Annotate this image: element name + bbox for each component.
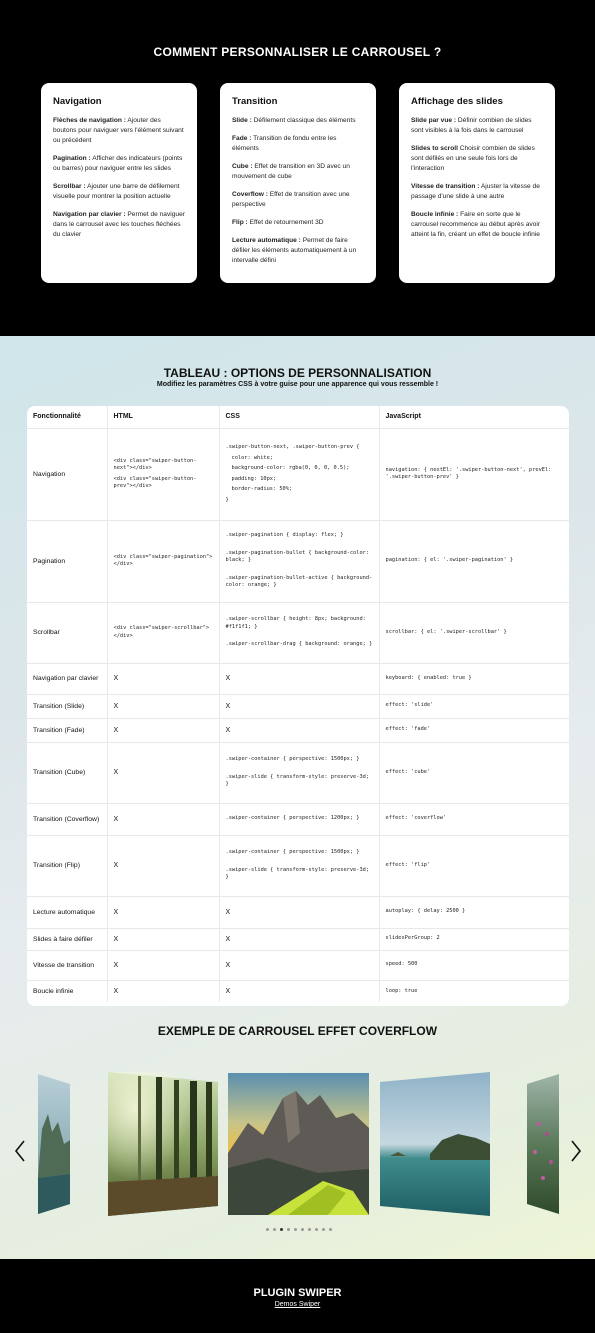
code-line: X	[113, 908, 119, 916]
card-title: Transition	[232, 96, 278, 107]
card-item-text: Définir combien de slides sont visibles à la fois dans le carrousel	[411, 117, 532, 134]
options-table	[27, 406, 569, 1006]
cell-html	[107, 602, 219, 663]
table-row	[27, 663, 569, 694]
cell-css	[219, 663, 379, 694]
table-row	[27, 928, 569, 950]
card-item-term: Lecture automatique :	[232, 237, 301, 244]
code-line: background-color: rgba(0, 0, 0, 0.5);	[231, 465, 350, 471]
card-item-term: Navigation par clavier :	[53, 211, 126, 218]
code-line: }	[225, 496, 229, 503]
table-row	[27, 718, 569, 742]
card-item-term: Vitesse de transition :	[411, 183, 480, 190]
header-html: HTML	[107, 406, 219, 428]
cell-html	[107, 950, 219, 980]
table-row	[27, 896, 569, 928]
cell-html	[107, 928, 219, 950]
code-line: border-radius: 50%;	[231, 486, 293, 492]
cell-css	[219, 742, 379, 803]
cell-css	[219, 428, 379, 520]
cell-css	[219, 950, 379, 980]
table-header-row	[27, 406, 569, 428]
card-item	[411, 210, 543, 240]
section-title: COMMENT PERSONNALISER LE CARROUSEL ?	[153, 45, 442, 59]
footer-title: PLUGIN SWIPER	[253, 1287, 342, 1299]
card-item-term: Slides to scroll	[411, 145, 458, 152]
card-item	[53, 116, 185, 146]
card-item-text: Ajouter des boutons pour naviguer vers l'élément suivant ou précédent	[53, 117, 184, 144]
cell-feature: Vitesse de transition	[27, 950, 107, 980]
cell-javascript: effect: 'flip'	[379, 835, 569, 896]
code-line: .swiper-pagination-bullet-active { background-color: orange; }	[225, 574, 373, 589]
pagination-bullet[interactable]	[315, 1228, 318, 1231]
table-title: TABLEAU : OPTIONS DE PERSONNALISATION	[163, 366, 432, 380]
header-css: CSS	[219, 406, 379, 428]
code-line: .swiper-pagination-bullet { background-color: black; }	[225, 549, 370, 564]
table-row	[27, 835, 569, 896]
cell-html	[107, 980, 219, 1002]
cell-javascript: effect: 'slide'	[379, 694, 569, 718]
card-item-text: Transition de fondu entre les éléments	[232, 135, 337, 152]
cell-css	[219, 694, 379, 718]
code-line: X	[225, 961, 231, 969]
code-line: padding: 10px;	[231, 475, 277, 482]
cell-html	[107, 803, 219, 835]
card-item	[232, 162, 364, 182]
code-line: .swiper-container { perspective: 1500px; }	[225, 849, 360, 856]
card-item-term: Fade :	[232, 135, 252, 142]
cell-html	[107, 742, 219, 803]
card-item-term: Cube :	[232, 163, 253, 170]
cell-html	[107, 835, 219, 896]
table-row	[27, 602, 569, 663]
code-line: X	[113, 726, 119, 734]
card-item-text: Effet de transition avec une perspective	[232, 191, 350, 208]
table-row	[27, 742, 569, 803]
card-item-term: Scrollbar :	[53, 183, 86, 190]
pagination-bullet[interactable]	[329, 1228, 332, 1231]
code-line: color: white;	[231, 454, 273, 461]
header-feature: Fonctionnalité	[27, 406, 107, 428]
cell-css	[219, 520, 379, 602]
card-item-term: Flip :	[232, 219, 248, 226]
card-item	[411, 144, 543, 174]
card-0	[41, 83, 197, 283]
code-line: .swiper-slide { transform-style: preserve-3d; }	[225, 866, 370, 881]
code-line: .swiper-button-next, .swiper-button-prev {	[225, 444, 360, 450]
chevron-right-icon	[570, 1140, 582, 1162]
cell-javascript: navigation: { nextEl: '.swiper-button-next', prevEl: '.swiper-button-prev' }	[379, 428, 569, 520]
card-1	[220, 83, 376, 283]
card-item	[411, 116, 543, 136]
cell-html	[107, 520, 219, 602]
cell-html	[107, 896, 219, 928]
cell-javascript: autoplay: { delay: 2500 }	[379, 896, 569, 928]
code-line: X	[113, 935, 119, 943]
cell-html	[107, 663, 219, 694]
cell-feature: Transition (Slide)	[27, 694, 107, 718]
card-item-term: Flèches de navigation :	[53, 117, 126, 124]
code-line: X	[225, 726, 231, 734]
cell-css	[219, 602, 379, 663]
cell-javascript: speed: 500	[379, 950, 569, 980]
card-item	[232, 236, 364, 266]
cell-css	[219, 980, 379, 1002]
pagination-bullet[interactable]	[280, 1228, 283, 1231]
card-item-text: Ajuster la vitesse de passage d'une slide à une autre	[411, 183, 540, 200]
cell-javascript: pagination: { el: '.swiper-pagination' }	[379, 520, 569, 602]
cell-feature: Transition (Cube)	[27, 742, 107, 803]
card-item-term: Boucle infinie :	[411, 211, 459, 218]
card-item-term: Slide par vue :	[411, 117, 457, 124]
pagination-bullet[interactable]	[294, 1228, 297, 1231]
cell-css	[219, 718, 379, 742]
code-line: .swiper-pagination { display: flex; }	[225, 532, 344, 539]
slide-mountains[interactable]	[228, 1073, 369, 1215]
code-line: X	[113, 961, 119, 969]
cell-html	[107, 428, 219, 520]
cell-javascript: keyboard: { enabled: true }	[379, 663, 569, 694]
cell-feature: Scrollbar	[27, 602, 107, 663]
cell-feature: Navigation par clavier	[27, 663, 107, 694]
card-item-text: Faire en sorte que le carrousel recommence au début après avoir atteint la fin, créant un effet de boucle infinie	[411, 211, 541, 238]
cell-html	[107, 718, 219, 742]
table-row	[27, 950, 569, 980]
card-item-text: Ajouter une barre de défilement visuelle pour montrer la position actuelle	[53, 183, 180, 200]
code-line: <div class="swiper-button-prev"></div>	[113, 475, 197, 489]
cell-css	[219, 803, 379, 835]
cell-feature: Boucle infinie	[27, 980, 107, 1002]
card-item-text: Afficher des indicateurs (points ou barres) pour naviguer entre les slides	[53, 155, 183, 172]
card-item-text: Effet de transition en 3D avec un mouvement de cube	[232, 163, 350, 180]
cell-css	[219, 896, 379, 928]
slide-sea-island[interactable]	[380, 1072, 490, 1216]
card-item	[53, 182, 185, 202]
card-item-term: Slide :	[232, 117, 252, 124]
code-line: .swiper-container { perspective: 1500px; }	[225, 756, 360, 763]
code-line: X	[113, 702, 119, 710]
cell-feature: Transition (Fade)	[27, 718, 107, 742]
slide-wildflowers[interactable]	[527, 1074, 559, 1214]
cell-feature: Navigation	[27, 428, 107, 520]
card-2	[399, 83, 555, 283]
card-item	[411, 182, 543, 202]
code-line: X	[113, 987, 119, 995]
cell-feature: Slides à faire défiler	[27, 928, 107, 950]
chevron-left-icon	[14, 1140, 26, 1162]
code-line: X	[113, 862, 119, 869]
cell-javascript: scrollbar: { el: '.swiper-scrollbar' }	[379, 602, 569, 663]
table-row	[27, 694, 569, 718]
carousel-prev-button[interactable]	[14, 1140, 26, 1168]
card-title: Affichage des slides	[411, 96, 503, 107]
cell-feature: Pagination	[27, 520, 107, 602]
pagination-bullet[interactable]	[266, 1228, 269, 1231]
cell-feature: Lecture automatique	[27, 896, 107, 928]
table-subtitle: Modifiez les paramètres CSS à votre guise pour une apparence qui vous ressemble !	[156, 381, 439, 388]
cell-javascript: effect: 'fade'	[379, 718, 569, 742]
pagination-bullet[interactable]	[322, 1228, 325, 1231]
pagination-bullet[interactable]	[301, 1228, 304, 1231]
code-line: X	[225, 675, 231, 682]
code-line: <div class="swiper-button-next"></div>	[113, 457, 197, 471]
card-item-text: Défilement classique des éléments	[251, 117, 356, 124]
code-line: .swiper-scrollbar { height: 8px; background: #f1f1f1; }	[225, 616, 366, 630]
cell-css	[219, 928, 379, 950]
card-item	[232, 218, 364, 228]
card-item-term: Pagination :	[53, 155, 91, 162]
table-row	[27, 803, 569, 835]
card-item-text: Permet de naviguer dans le carrousel avec les touches fléchées du clavier	[53, 211, 185, 238]
code-line: X	[113, 769, 119, 776]
card-title: Navigation	[53, 96, 102, 107]
code-line: X	[225, 908, 231, 916]
pagination-bullet[interactable]	[273, 1228, 276, 1231]
card-item	[232, 116, 364, 126]
code-line: <div class="swiper-pagination"></div>	[113, 553, 213, 567]
slide-bay-islands[interactable]	[38, 1074, 70, 1214]
card-item	[53, 154, 185, 174]
slide-forest[interactable]	[108, 1072, 218, 1216]
card-item-term: Coverflow :	[232, 191, 268, 198]
cell-javascript: loop: true	[385, 987, 418, 994]
code-line: .swiper-scrollbar-drag { background: orange; }	[225, 641, 373, 648]
code-line: .swiper-slide { transform-style: preserve-3d; }	[225, 773, 370, 788]
carousel-title: EXEMPLE DE CARROUSEL EFFET COVERFLOW	[157, 1024, 438, 1038]
customization-section	[0, 0, 595, 336]
carousel-pagination	[266, 1228, 332, 1231]
code-line: X	[113, 675, 119, 682]
card-item	[53, 210, 185, 240]
card-item	[232, 134, 364, 154]
header-javascript: JavaScript	[379, 406, 569, 428]
cell-javascript: effect: 'cube'	[379, 742, 569, 803]
table-row	[27, 520, 569, 602]
cell-javascript: slidesPerGroup: 2	[379, 928, 569, 950]
code-line: <div class="swiper-scrollbar"></div>	[113, 625, 210, 639]
code-line: X	[225, 935, 231, 943]
cell-html	[107, 694, 219, 718]
code-line: X	[225, 987, 231, 995]
table-row	[27, 428, 569, 520]
pagination-bullet[interactable]	[308, 1228, 311, 1231]
code-line: .swiper-container { perspective: 1200px; }	[225, 815, 360, 822]
demos-link[interactable]: Demos Swiper	[274, 1301, 321, 1308]
carousel-next-button[interactable]	[570, 1140, 582, 1168]
card-item	[232, 190, 364, 210]
card-item-text: Effet de retournement 3D	[247, 219, 324, 226]
footer	[0, 1259, 595, 1333]
cell-feature: Transition (Flip)	[27, 835, 107, 896]
card-item-text: Choisir combien de slides sont défilés en une seule fois lors de l'interaction	[411, 145, 535, 172]
cell-javascript: effect: 'coverflow'	[379, 803, 569, 835]
cell-css	[219, 835, 379, 896]
cell-feature: Transition (Coverflow)	[27, 803, 107, 835]
code-line: X	[225, 702, 231, 710]
pagination-bullet[interactable]	[287, 1228, 290, 1231]
code-line: X	[113, 815, 119, 823]
card-item-text: Permet de faire défiler les éléments automatiquement à un intervalle défini	[232, 237, 357, 264]
table-row	[27, 980, 569, 1002]
